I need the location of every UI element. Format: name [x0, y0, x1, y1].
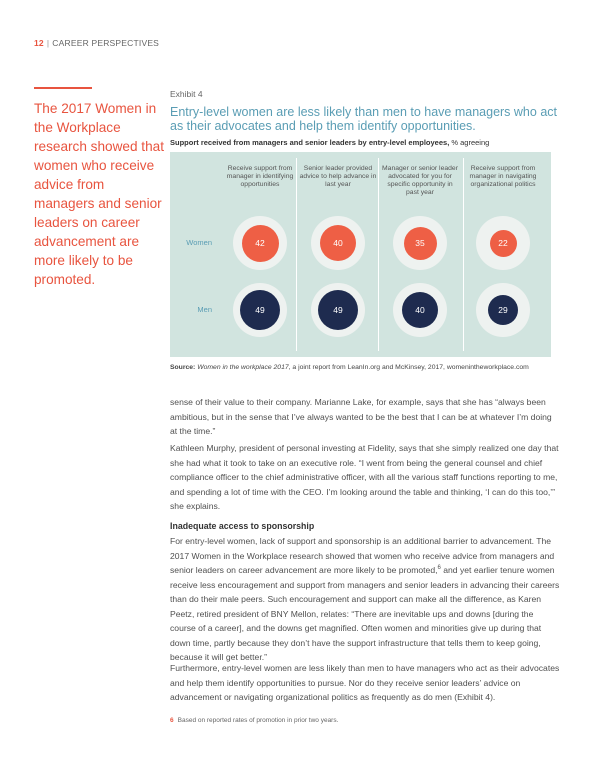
footnote-text: Based on reported rates of promotion in prior two years.	[177, 717, 339, 724]
section-subheading: Inadequate access to sponsorship	[170, 521, 315, 531]
chart-subtitle-unit: % agreeing	[449, 138, 490, 147]
footnote-reference: 6	[437, 565, 441, 572]
dot-chart	[170, 152, 551, 357]
column-header: Receive support from manager in identifying opportunities	[226, 165, 294, 188]
header-separator: |	[46, 38, 50, 48]
body-paragraph: sense of their value to their company. Marianne Lake, for example, says that she has “always been ambitious, but in the sense that I’ve always wanted to be the best that I can be at whatever I’m doing at the time.”	[170, 397, 552, 436]
column-header: Manager or senior leader advocated for you for specific opportunity in past year	[382, 165, 458, 196]
men-value-dot: 29	[488, 295, 518, 325]
column-divider	[378, 158, 379, 351]
source-label: Source:	[170, 364, 196, 371]
women-value-dot: 22	[490, 230, 517, 257]
footnote-number: 6	[170, 717, 174, 724]
chart-source	[170, 364, 560, 371]
chart-subtitle	[170, 138, 560, 147]
column-header: Senior leader provided advice to help advance in last year	[299, 165, 377, 188]
exhibit-title: Entry-level women are less likely than men to have managers who act as their advocates and help them identify opportunities.	[170, 105, 557, 133]
pull-quote-rule	[34, 87, 92, 89]
exhibit-label: Exhibit 4	[170, 89, 203, 99]
pull-quote: The 2017 Women in the Workplace research showed that women who receive advice from managers and senior leaders on career advancement are more likely to be promoted.	[34, 101, 164, 287]
source-detail: , a joint report from LeanIn.org and McKinsey, 2017, womenintheworkplace.com	[288, 364, 529, 371]
column-header: Receive support from manager in navigating organizational politics	[469, 165, 537, 188]
women-value-dot: 40	[320, 225, 356, 261]
body-paragraph: Furthermore, entry-level women are less likely than men to have managers who act as their advocates and help them identify opportunities to pursue. Nor do they receive senior leaders’ advice on advancement or navigating organizational politics as frequently as do men (Exhibit 4).	[170, 663, 560, 702]
women-value-dot: 42	[242, 225, 279, 262]
chart-subtitle-bold: Support received from managers and senior leaders by entry-level employees,	[170, 138, 450, 147]
page-header	[34, 38, 159, 48]
page-number: 12	[34, 38, 44, 48]
row-label-men: Men	[197, 305, 212, 314]
body-paragraph	[170, 534, 560, 665]
men-value-dot: 49	[240, 290, 280, 330]
body-text: and yet earlier tenure women receive less encouragement and support from managers and senior leaders in advancing their careers than do their male peers. Such encouragement and support can make all the difference, as Karen Peetz, retired president of BNY Mellon, relates: “There are inevitable ups and downs [during the course of a career], and the downs get magnified. Often women and minorities give up during that down time, partly because they don’t have the support infrastructure that tells them to keep going, because it will get better.”	[170, 565, 560, 662]
body-paragraph: Kathleen Murphy, president of personal investing at Fidelity, says that she simply realized one day that she had what it took to take on an executive role. “I went from being the general counsel and chief compliance officer to the chief administrative officer, with all the various staff functions reporting to me, and spending a lot of time with the CEO. I’m looking around the table and thinking, ‘I can do this too,’” she explains.	[170, 443, 559, 511]
men-value-dot: 49	[318, 290, 358, 330]
body-text: For entry-level women, lack of support and sponsorship is an additional barrier to advancement. The 2017 Women in the Workplace research showed that women who receive advice from managers and senior leaders on career advancement are more likely to be promoted,	[170, 536, 555, 575]
source-title: Women in the workplace 2017	[197, 364, 289, 371]
row-label-women: Women	[186, 238, 212, 247]
footnote	[170, 717, 338, 724]
women-value-dot: 35	[404, 227, 437, 260]
men-value-dot: 40	[402, 292, 438, 328]
section-title: CAREER PERSPECTIVES	[52, 38, 160, 48]
